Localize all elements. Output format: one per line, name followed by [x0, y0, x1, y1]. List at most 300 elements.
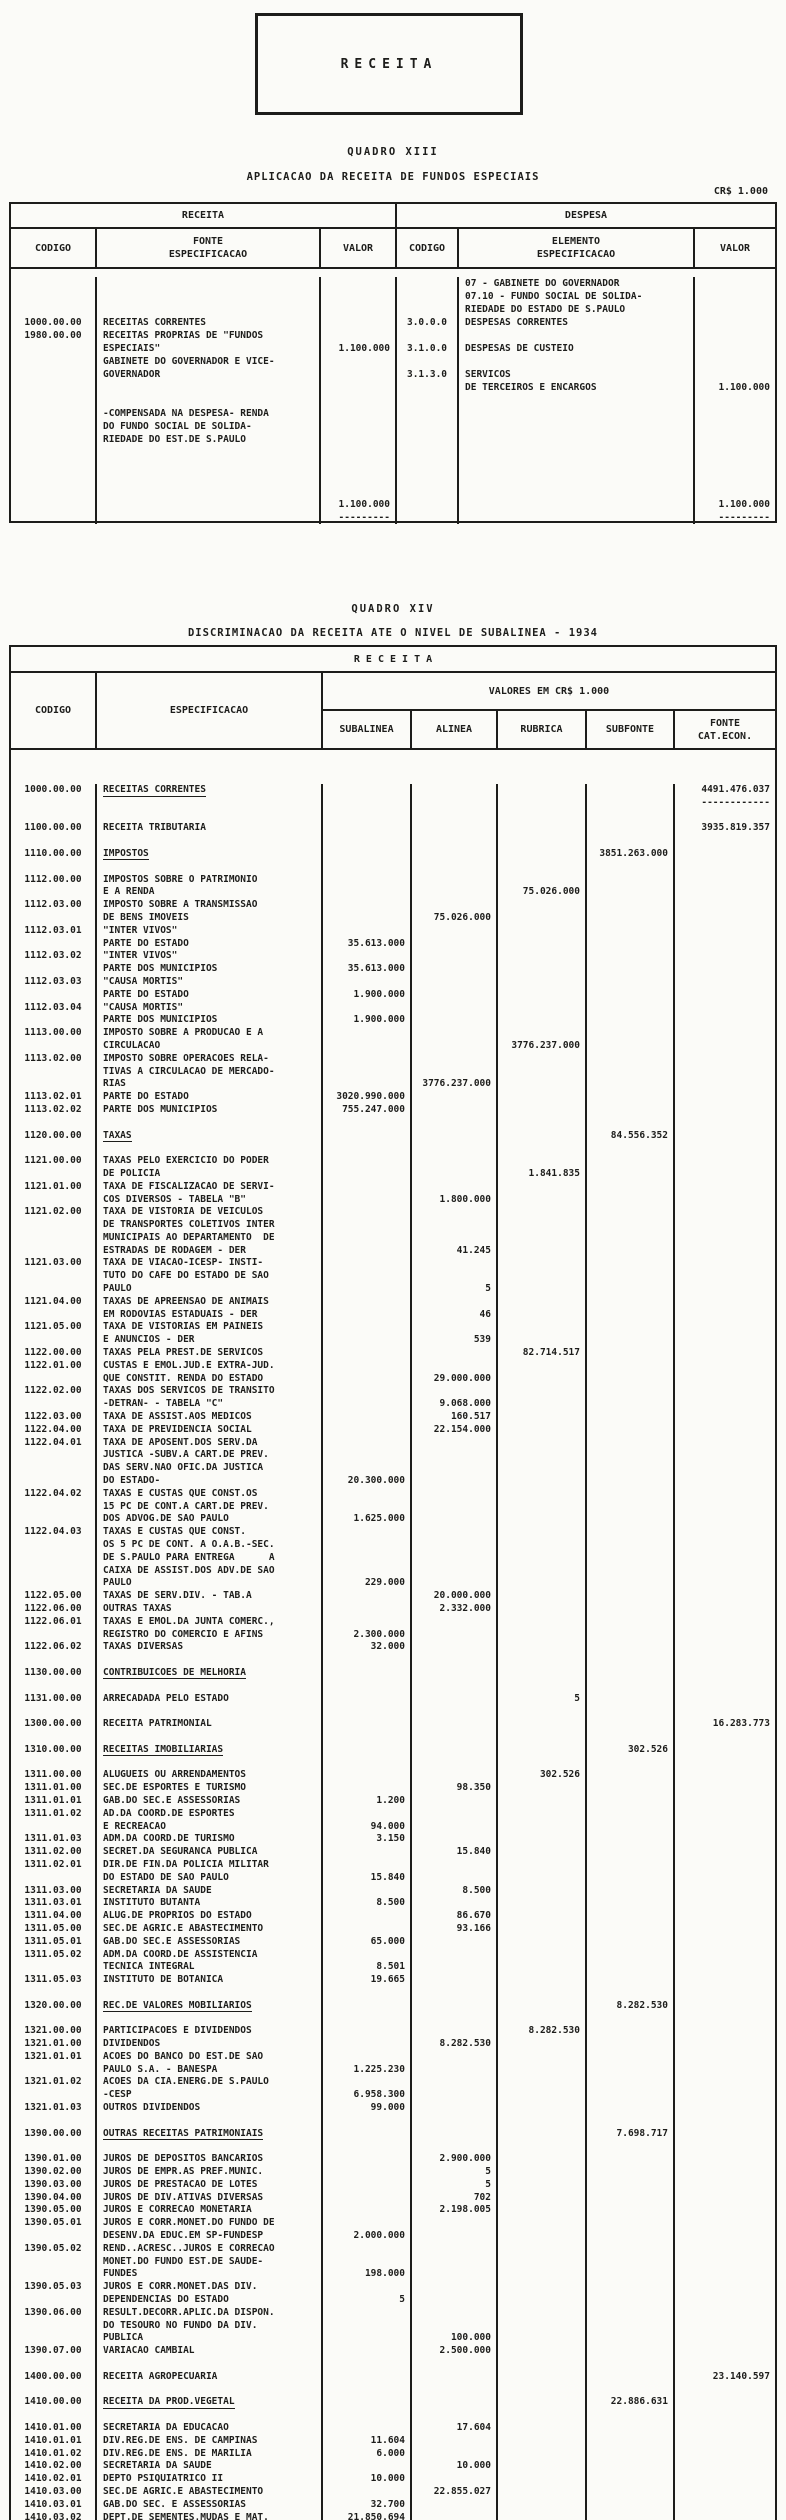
- cell-value: 3.150: [323, 1833, 412, 1846]
- codigo-column-header: CODIGO: [11, 673, 97, 748]
- cell-value: [323, 2217, 412, 2230]
- cell-spec: ACOES DA CIA.ENERG.DE S.PAULO: [97, 2076, 323, 2089]
- cell-value: [323, 2332, 412, 2345]
- cell-code: [397, 381, 459, 394]
- cell-code: 1110.00.00: [11, 848, 97, 861]
- cell-value: [675, 2128, 775, 2141]
- cell-value: [675, 2179, 775, 2192]
- cell-value: [412, 2512, 498, 2520]
- cell-value: [323, 1373, 412, 1386]
- cell-value: 8.500: [323, 1897, 412, 1910]
- cell-value: [675, 848, 775, 861]
- cell-code: [11, 2409, 97, 2422]
- cell-value: [587, 1565, 675, 1578]
- cell-value: [675, 1782, 775, 1795]
- cell-value: [323, 886, 412, 899]
- cell-value: [587, 784, 675, 797]
- cell-code: [11, 989, 97, 1002]
- cell-value: [498, 976, 587, 989]
- cell-value: [498, 1949, 587, 1962]
- cell-value: [323, 1398, 412, 1411]
- cell-value: [412, 1296, 498, 1309]
- cell-code: 1121.03.00: [11, 1257, 97, 1270]
- cell-value: 6.000: [323, 2448, 412, 2461]
- cell-spec: [459, 498, 695, 511]
- cell-code: [397, 485, 459, 498]
- cell-value: [498, 1398, 587, 1411]
- cell-value: [412, 1270, 498, 1283]
- cell-value: [675, 1923, 775, 1936]
- cell-value: [498, 1731, 587, 1744]
- cell-code: [11, 1283, 97, 1296]
- cell-value: [498, 1974, 587, 1987]
- cell-value: [695, 290, 775, 303]
- cell-value: [675, 2448, 775, 2461]
- cell-spec: COS DIVERSOS - TABELA "B": [97, 1194, 323, 1207]
- cell-value: [498, 810, 587, 823]
- cell-value: [587, 2358, 675, 2371]
- cell-code: [11, 1539, 97, 1552]
- cell-value: [587, 1078, 675, 1091]
- cell-value: [498, 1296, 587, 1309]
- cell-spec: [97, 446, 321, 459]
- cell-value: [323, 1769, 412, 1782]
- cell-code: [11, 342, 97, 355]
- cell-code: [397, 433, 459, 446]
- cell-code: [11, 1245, 97, 1258]
- cell-value: [412, 2499, 498, 2512]
- cell-value: [323, 2345, 412, 2358]
- cell-value: [675, 2140, 775, 2153]
- cell-code: [11, 1270, 97, 1283]
- cell-value: 1.900.000: [323, 989, 412, 1002]
- cell-code: 1113.02.01: [11, 1091, 97, 1104]
- cell-value: [587, 2281, 675, 2294]
- cell-value: 8.282.530: [412, 2038, 498, 2051]
- cell-value: [412, 2307, 498, 2320]
- cell-value: [675, 861, 775, 874]
- cell-value: [675, 2192, 775, 2205]
- cell-value: [587, 1603, 675, 1616]
- cell-value: 20.000.000: [412, 1590, 498, 1603]
- cell-spec: TAXAS E CUSTAS QUE CONST.: [97, 1526, 323, 1539]
- cell-value: [323, 861, 412, 874]
- cell-value: [412, 2051, 498, 2064]
- cell-value: [498, 1309, 587, 1322]
- cell-spec: CONTRIBUICOES DE MELHORIA: [97, 1667, 323, 1680]
- cell-value: [498, 861, 587, 874]
- cell-value: [412, 1168, 498, 1181]
- cell-code: 1390.04.00: [11, 2192, 97, 2205]
- cell-value: [587, 1731, 675, 1744]
- cell-code: [11, 861, 97, 874]
- cell-value: [323, 1590, 412, 1603]
- cell-value: [412, 899, 498, 912]
- cell-spec: PARTE DOS MUNICIPIOS: [97, 1104, 323, 1117]
- cell-spec: "CAUSA MORTIS": [97, 1002, 323, 1015]
- cell-value: [412, 2089, 498, 2102]
- cell-spec: ADM.DA COORD.DE ASSISTENCIA: [97, 1949, 323, 1962]
- cell-code: [11, 963, 97, 976]
- cell-code: 1311.00.00: [11, 1769, 97, 1782]
- cell-code: 1321.00.00: [11, 2025, 97, 2038]
- cell-spec: RECEITAS CORRENTES: [97, 316, 321, 329]
- cell-value: [587, 2256, 675, 2269]
- cell-value: [323, 1027, 412, 1040]
- cell-code: [11, 1449, 97, 1462]
- cell-value: [587, 1693, 675, 1706]
- cell-spec: [97, 1654, 323, 1667]
- cell-value: [587, 1885, 675, 1898]
- cell-value: [695, 368, 775, 381]
- cell-value: ---------: [718, 512, 770, 523]
- cell-value: 100.000: [412, 2332, 498, 2345]
- cell-value: [323, 1002, 412, 1015]
- cell-spec: TAXAS E EMOL.DA JUNTA COMERC.,: [97, 1616, 323, 1629]
- cell-value: [323, 2486, 412, 2499]
- cell-value: [498, 938, 587, 951]
- cell-value: [675, 2345, 775, 2358]
- cell-value: [323, 2115, 412, 2128]
- cell-code: 3.0.0.0: [397, 316, 459, 329]
- cell-spec: QUE CONSTIT. RENDA DO ESTADO: [97, 1373, 323, 1386]
- cell-value: [587, 2473, 675, 2486]
- cell-value: 3776.237.000: [498, 1040, 587, 1053]
- cell-value: [323, 1360, 412, 1373]
- cell-value: [675, 2243, 775, 2256]
- cell-value: [498, 2268, 587, 2281]
- cell-value: [412, 950, 498, 963]
- cell-value: [323, 1782, 412, 1795]
- cell-code: [11, 2140, 97, 2153]
- group-header-row: [11, 204, 775, 229]
- cell-value: [587, 938, 675, 951]
- cell-value: [412, 784, 498, 797]
- cell-spec: [97, 1757, 323, 1770]
- cell-value: [675, 1629, 775, 1642]
- cell-value: [412, 1833, 498, 1846]
- cell-code: [11, 1757, 97, 1770]
- cell-value: [412, 1066, 498, 1079]
- cell-value: [323, 1667, 412, 1680]
- cell-value: [587, 1974, 675, 1987]
- cell-value: [675, 1974, 775, 1987]
- cell-value: [587, 1053, 675, 1066]
- cell-value: [587, 2192, 675, 2205]
- cell-value: [587, 1462, 675, 1475]
- cell-value: [675, 1885, 775, 1898]
- cell-value: [587, 2179, 675, 2192]
- cell-value: 3776.237.000: [412, 1078, 498, 1091]
- cell-code: 1410.01.02: [11, 2448, 97, 2461]
- cell-value: [412, 1667, 498, 1680]
- cell-spec: -DETRAN- - TABELA "C": [97, 1398, 323, 1411]
- cell-value: [587, 2435, 675, 2448]
- cell-value: [412, 1821, 498, 1834]
- cell-code: [397, 420, 459, 433]
- cell-value: [323, 2384, 412, 2397]
- cell-value: 86.670: [412, 1910, 498, 1923]
- cell-value: [323, 2371, 412, 2384]
- cell-spec: TAXA DE FISCALIZACAO DE SERVI-: [97, 1181, 323, 1194]
- cell-value: [587, 2102, 675, 2115]
- cell-spec: GAB.DO SEC.E ASSESSORIAS: [97, 1795, 323, 1808]
- cell-value: [675, 1091, 775, 1104]
- cell-value: [498, 2000, 587, 2013]
- cell-value: [587, 1449, 675, 1462]
- cell-value: [675, 2025, 775, 2038]
- cell-value: [323, 1117, 412, 1130]
- cell-value: [675, 1616, 775, 1629]
- cell-value: [498, 1334, 587, 1347]
- cell-value: [498, 2294, 587, 2307]
- cell-code: [11, 912, 97, 925]
- cell-value: ---------: [321, 511, 397, 524]
- cell-value: [498, 2460, 587, 2473]
- cell-value: [498, 2486, 587, 2499]
- cell-value: [587, 2051, 675, 2064]
- cell-value: [323, 2409, 412, 2422]
- cell-value: [498, 1552, 587, 1565]
- cell-value: [587, 1104, 675, 1117]
- cell-spec: JUROS DE DIV.ATIVAS DIVERSAS: [97, 2192, 323, 2205]
- codigo-column-header: CODIGO: [11, 229, 97, 267]
- cell-value: [498, 2422, 587, 2435]
- cell-spec: CAIXA DE ASSIST.DOS ADV.DE SAO: [97, 1565, 323, 1578]
- cell-value: [675, 2038, 775, 2051]
- cell-value: [675, 2013, 775, 2026]
- cell-value: [675, 1949, 775, 1962]
- cell-value: [323, 2256, 412, 2269]
- cell-value: ------------: [701, 796, 770, 808]
- cell-code: [11, 1654, 97, 1667]
- cell-value: [323, 1232, 412, 1245]
- cell-value: [498, 899, 587, 912]
- cell-value: [675, 912, 775, 925]
- cell-value: [498, 1475, 587, 1488]
- cell-code: 1122.05.00: [11, 1590, 97, 1603]
- cell-code: 1100.00.00: [11, 822, 97, 835]
- cell-value: [675, 2102, 775, 2115]
- cell-code: 1112.03.00: [11, 899, 97, 912]
- cell-value: [587, 925, 675, 938]
- cell-code: 1131.00.00: [11, 1693, 97, 1706]
- cell-value: [587, 2486, 675, 2499]
- cell-code: [11, 498, 97, 511]
- cell-value: [498, 1577, 587, 1590]
- cell-spec: [97, 2384, 323, 2397]
- cell-value: 22.855.027: [412, 2486, 498, 2499]
- cell-value: [675, 1449, 775, 1462]
- cell-value: [587, 1769, 675, 1782]
- cell-value: [587, 2243, 675, 2256]
- cell-value: [412, 1808, 498, 1821]
- cell-spec: [97, 394, 321, 407]
- cell-value: [587, 1334, 675, 1347]
- cell-code: 1321.01.03: [11, 2102, 97, 2115]
- cell-value: [587, 1616, 675, 1629]
- cell-value: [323, 1130, 412, 1143]
- cell-value: [587, 1027, 675, 1040]
- cell-value: [323, 1744, 412, 1757]
- cell-value: [412, 2076, 498, 2089]
- cell-value: 5: [412, 2179, 498, 2192]
- cell-code: 1410.01.01: [11, 2435, 97, 2448]
- cell-value: 15.840: [412, 1846, 498, 1859]
- cell-value: [587, 1961, 675, 1974]
- cell-spec: DE POLICIA: [97, 1168, 323, 1181]
- cell-value: [498, 1283, 587, 1296]
- cell-code: [397, 407, 459, 420]
- cell-value: [498, 2179, 587, 2192]
- cell-value: [675, 1398, 775, 1411]
- cell-value: [323, 1526, 412, 1539]
- cell-value: [498, 1066, 587, 1079]
- cell-value: [587, 1002, 675, 1015]
- cell-code: [11, 420, 97, 433]
- cell-code: 1130.00.00: [11, 1667, 97, 1680]
- cell-value: [323, 2422, 412, 2435]
- cell-value: [587, 2512, 675, 2520]
- cell-value: [587, 1488, 675, 1501]
- cell-value: [587, 2422, 675, 2435]
- cell-spec: TAXAS DE APREENSAO DE ANIMAIS: [97, 1296, 323, 1309]
- cell-value: [412, 1539, 498, 1552]
- cell-value: [587, 1923, 675, 1936]
- cell-value: [412, 1360, 498, 1373]
- cell-value: [412, 1142, 498, 1155]
- cell-value: [323, 1257, 412, 1270]
- cell-value: [323, 1309, 412, 1322]
- cell-value: [412, 2256, 498, 2269]
- quadro-xiii-title: QUADRO XIII: [347, 146, 439, 158]
- cell-value: [675, 2256, 775, 2269]
- cell-value: [412, 874, 498, 887]
- cell-value: 19.665: [323, 1974, 412, 1987]
- cell-value: [587, 1795, 675, 1808]
- codigo-column-header: CODIGO: [397, 229, 459, 267]
- cell-value: [587, 2217, 675, 2230]
- cell-code: [11, 1078, 97, 1091]
- cell-spec: FUNDES: [97, 2268, 323, 2281]
- cell-code: 1390.07.00: [11, 2345, 97, 2358]
- cell-value: [498, 1680, 587, 1693]
- cell-value: [675, 1360, 775, 1373]
- cell-value: 1.100.000: [321, 342, 397, 355]
- cell-spec: [97, 290, 321, 303]
- cell-spec: [97, 2013, 323, 2026]
- cell-spec: "CAUSA MORTIS": [97, 976, 323, 989]
- cell-value: [498, 2448, 587, 2461]
- cell-value: [587, 1014, 675, 1027]
- cell-value: [412, 1654, 498, 1667]
- cell-value: [587, 2384, 675, 2397]
- cell-value: [587, 1577, 675, 1590]
- cell-value: [323, 1283, 412, 1296]
- cell-value: [412, 1987, 498, 2000]
- cell-value: [498, 1130, 587, 1143]
- cell-code: 1121.04.00: [11, 1296, 97, 1309]
- cell-value: [412, 848, 498, 861]
- cell-spec: SECRETARIA DA EDUCACAO: [97, 2422, 323, 2435]
- cell-value: [412, 1385, 498, 1398]
- cell-value: [675, 1539, 775, 1552]
- cell-value: [587, 1808, 675, 1821]
- cell-value: [323, 1066, 412, 1079]
- currency-note: CR$ 1.000: [713, 186, 768, 197]
- cell-value: 2.900.000: [412, 2153, 498, 2166]
- cell-value: [675, 1437, 775, 1450]
- cell-value: [587, 1872, 675, 1885]
- cell-value: 5: [412, 2166, 498, 2179]
- cell-value: [587, 2371, 675, 2384]
- cell-value: [675, 938, 775, 951]
- cell-value: [587, 2499, 675, 2512]
- cell-value: [412, 2025, 498, 2038]
- cell-value: [321, 446, 397, 459]
- receita-group-header: R E C E I T A: [11, 647, 775, 673]
- cell-value: [587, 1360, 675, 1373]
- cell-value: [412, 2396, 498, 2409]
- cell-code: [11, 1040, 97, 1053]
- cell-spec: PAULO: [97, 1577, 323, 1590]
- fonte-column-header: FONTE ESPECIFICACAO: [97, 229, 321, 267]
- cell-value: [412, 1462, 498, 1475]
- cell-spec: PARTE DO ESTADO: [97, 1091, 323, 1104]
- cell-value: [321, 433, 397, 446]
- cell-code: [397, 290, 459, 303]
- cell-spec: DE BENS IMOVEIS: [97, 912, 323, 925]
- cell-code: 1410.02.00: [11, 2460, 97, 2473]
- cell-value: [323, 2320, 412, 2333]
- cell-value: [675, 835, 775, 848]
- cell-spec: OS 5 PC DE CONT. A O.A.B.-SEC.: [97, 1539, 323, 1552]
- cell-value: [587, 1846, 675, 1859]
- cell-value: 198.000: [323, 2268, 412, 2281]
- cell-code: [11, 1066, 97, 1079]
- cell-code: [11, 1117, 97, 1130]
- cell-spec: ALUGUEIS OU ARRENDAMENTOS: [97, 1769, 323, 1782]
- cell-value: [675, 1705, 775, 1718]
- cell-value: [675, 1603, 775, 1616]
- cell-value: [323, 2025, 412, 2038]
- cell-value: [323, 1462, 412, 1475]
- cell-value: [695, 433, 775, 446]
- cell-value: 98.350: [412, 1782, 498, 1795]
- cell-spec: JUROS DE EMPR.AS PREF.MUNIC.: [97, 2166, 323, 2179]
- cell-spec: EM RODOVIAS ESTADUAIS - DER: [97, 1309, 323, 1322]
- cell-value: [412, 1526, 498, 1539]
- cell-spec: [97, 277, 321, 290]
- cell-value: [675, 2204, 775, 2217]
- cell-code: [11, 938, 97, 951]
- cell-value: [587, 976, 675, 989]
- cell-value: [695, 342, 775, 355]
- cell-code: 1122.06.01: [11, 1616, 97, 1629]
- cell-value: [675, 1321, 775, 1334]
- cell-spec: DAS SERV.NAO OFIC.DA JUSTICA: [97, 1462, 323, 1475]
- cell-value: [412, 2294, 498, 2307]
- cell-value: [323, 1885, 412, 1898]
- cell-code: 1310.00.00: [11, 1744, 97, 1757]
- cell-spec: REC.DE VALORES MOBILIARIOS: [97, 2000, 323, 2013]
- cell-value: [412, 1475, 498, 1488]
- cell-spec: 07.10 - FUNDO SOCIAL DE SOLIDA-: [459, 290, 695, 303]
- cell-code: [11, 1475, 97, 1488]
- cell-value: [412, 1091, 498, 1104]
- cell-value: [695, 394, 775, 407]
- cell-spec: JUROS DE DEPOSITOS BANCARIOS: [97, 2153, 323, 2166]
